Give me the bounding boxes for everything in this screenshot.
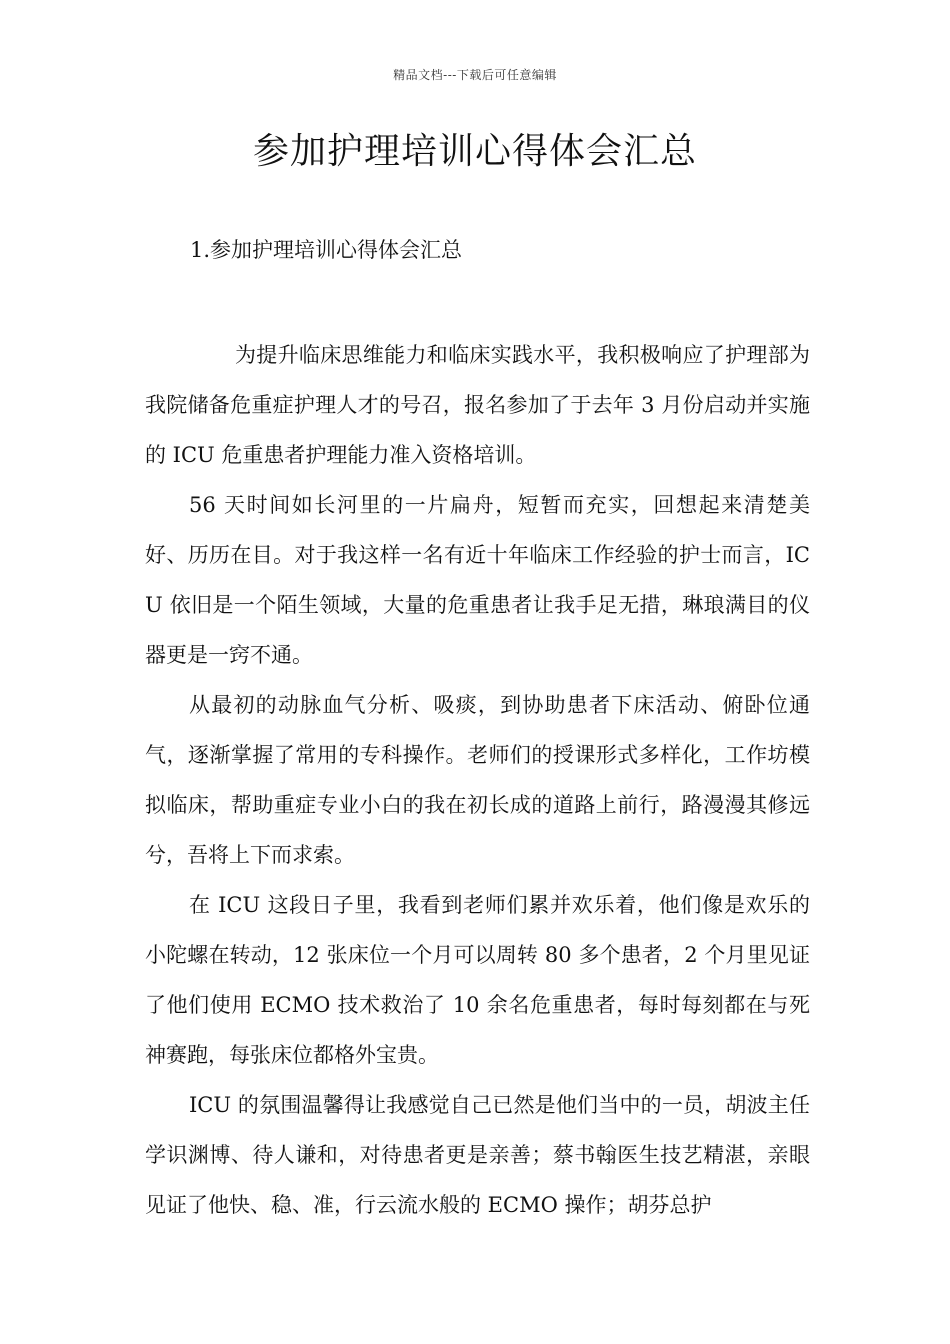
- paragraph: 在 ICU 这段日子里，我看到老师们累并欢乐着，他们像是欢乐的小陀螺在转动，12 张床位一个月可以周转 80 多个患者，2 个月里见证了他们使用 ECMO 技术救治了 10 余名危重患者，每时每刻都在与死神赛跑，每张床位都格外宝贵。: [145, 893, 810, 1067]
- section-heading: 1.参加护理培训心得体会汇总: [190, 238, 463, 262]
- paragraph: 从最初的动脉血气分析、吸痰，到协助患者下床活动、俯卧位通气，逐渐掌握了常用的专科操作。老师们的授课形式多样化，工作坊模拟临床，帮助重症专业小白的我在初长成的道路上前行，路漫漫其修远兮，吾将上下而求索。: [145, 693, 810, 867]
- paragraph: ICU 的氛围温馨得让我感觉自己已然是他们当中的一员，胡波主任学识渊博、待人谦和，对待患者更是亲善；蔡书翰医生技艺精湛，亲眼见证了他快、稳、准，行云流水般的 ECMO 操作；胡芬总护: [145, 1093, 810, 1217]
- document-title: 参加护理培训心得体会汇总: [252, 131, 697, 172]
- body-text: [145, 330, 810, 1230]
- paragraph: 56 天时间如长河里的一片扁舟，短暂而充实，回想起来清楚美好、历历在目。对于我这样一名有近十年临床工作经验的护士而言，ICU 依旧是一个陌生领域，大量的危重患者让我手足无措，琳琅满目的仪器更是一窍不通。: [145, 493, 810, 667]
- paragraph: 为提升临床思维能力和临床实践水平，我积极响应了护理部为我院储备危重症护理人才的号召，报名参加了于去年 3 月份启动并实施的 ICU 危重患者护理能力准入资格培训。: [145, 343, 810, 467]
- header-note: 精品文档---下载后可任意编辑: [393, 68, 557, 82]
